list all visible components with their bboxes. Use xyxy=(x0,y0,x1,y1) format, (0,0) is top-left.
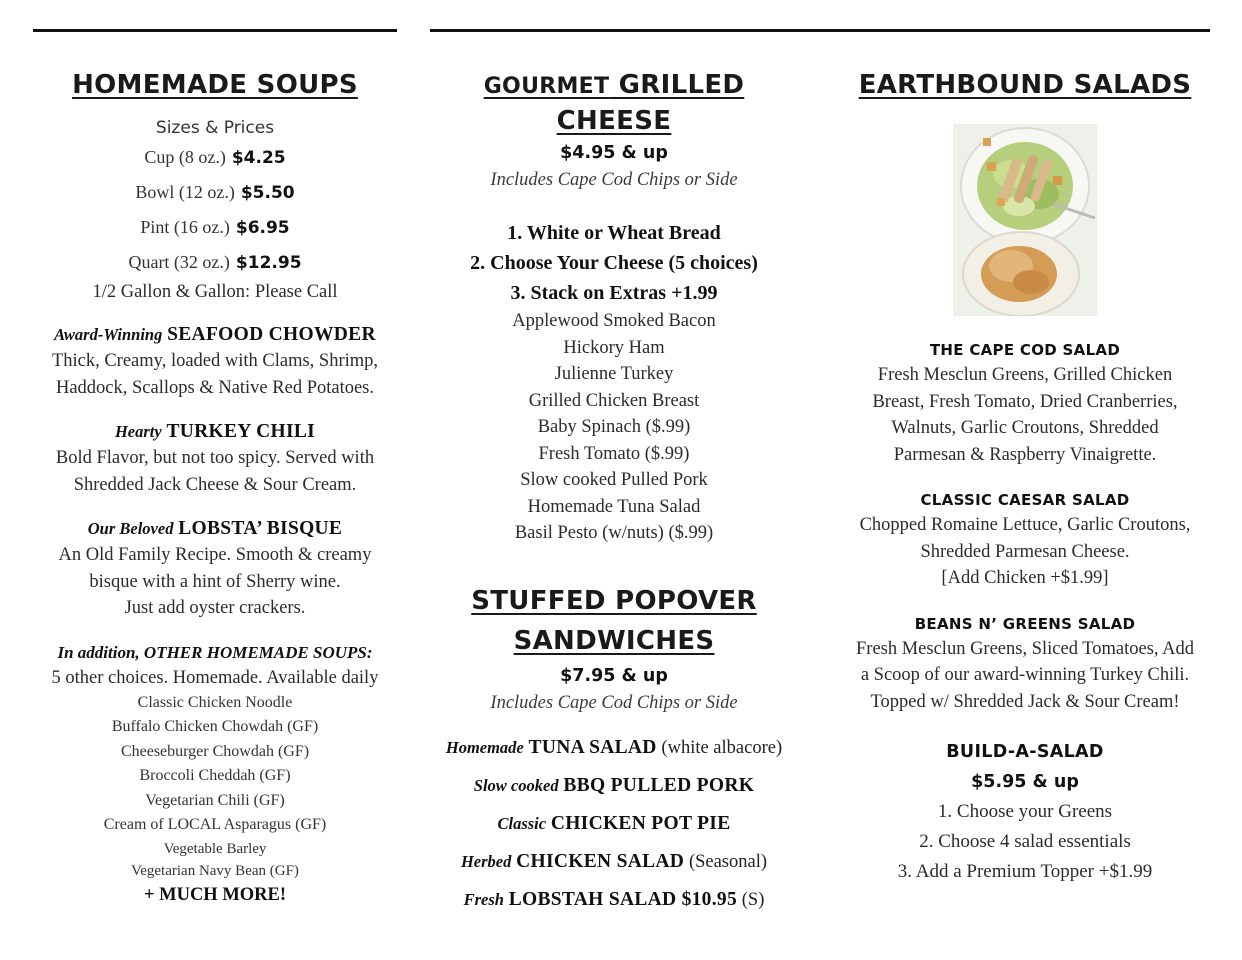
soup-item-prefix: Our Beloved xyxy=(87,519,174,538)
grilled-step: 2. Choose Your Cheese (5 choices) xyxy=(470,252,758,274)
size-label: Bowl (12 oz.) xyxy=(135,182,235,202)
sandwich-name: TUNA SALAD xyxy=(528,736,657,758)
extra-item: Baby Spinach ($.99) xyxy=(537,417,691,437)
soup-item-desc: Haddock, Scallops & Native Red Potatoes. xyxy=(55,377,375,398)
spacer xyxy=(835,316,1215,338)
sandwich-note: (white albacore) xyxy=(661,737,783,758)
build-step: 3. Add a Premium Topper +$1.99 xyxy=(897,861,1153,882)
much-more: + MUCH MORE! xyxy=(143,884,287,905)
list-item: Cheeseburger Chowdah (GF) xyxy=(120,742,310,760)
spacer xyxy=(835,468,1215,488)
salad-desc: Walnuts, Garlic Croutons, Shredded xyxy=(891,418,1159,438)
salad-desc: Fresh Mesclun Greens, Grilled Chicken xyxy=(877,365,1173,385)
sandwich-prefix: Slow cooked xyxy=(473,775,559,795)
soups-heading: HOMEMADE SOUPS xyxy=(72,70,358,100)
salad-name: THE CAPE COD SALAD xyxy=(929,341,1121,359)
extra-item: Fresh Tomato ($.99) xyxy=(538,443,690,464)
sandwich-prefix: Fresh xyxy=(463,889,504,909)
sandwich-name: CHICKEN POT PIE xyxy=(550,812,731,834)
build-step: 2. Choose 4 salad essentials xyxy=(919,831,1131,852)
sandwich-prefix: Homemade xyxy=(445,737,524,757)
build-title: BUILD-A-SALAD xyxy=(946,742,1104,762)
extra-item: Julienne Turkey xyxy=(554,364,674,384)
soup-item-desc: bisque with a hint of Sherry wine. xyxy=(89,571,341,592)
soup-item-desc: Just add oyster crackers. xyxy=(124,598,306,618)
sizes-title: Sizes & Prices xyxy=(155,118,275,138)
sandwich-name: CHICKEN SALAD xyxy=(516,850,685,872)
popover-price: $7.95 & up xyxy=(560,665,668,686)
list-item: Vegetarian Navy Bean (GF) xyxy=(131,862,299,879)
sandwich-name: BBQ PULLED PORK xyxy=(563,774,755,796)
salads-column xyxy=(835,60,1215,887)
salad-desc: Breast, Fresh Tomato, Dried Cranberries, xyxy=(872,391,1178,412)
addition-title: In addition, OTHER HOMEMADE SOUPS: xyxy=(57,642,373,662)
grilled-price: $4.95 & up xyxy=(560,143,668,163)
sandwich-note: (S) xyxy=(741,889,765,910)
top-rule-right xyxy=(430,29,1210,32)
salad-desc: Chopped Romaine Lettuce, Garlic Croutons, xyxy=(859,515,1191,535)
sandwich-item xyxy=(422,805,806,843)
size-price: $6.95 xyxy=(235,218,290,238)
grilled-column xyxy=(422,60,806,919)
grilled-step: 3. Stack on Extras +1.99 xyxy=(510,282,718,304)
soup-item-desc: Shredded Jack Cheese & Sour Cream. xyxy=(73,474,357,495)
extra-item: Slow cooked Pulled Pork xyxy=(520,470,708,490)
sandwich-item xyxy=(422,767,806,805)
soup-item-name: TURKEY CHILI xyxy=(166,421,316,442)
top-rule-left xyxy=(33,29,397,32)
salad-desc: Fresh Mesclun Greens, Sliced Tomatoes, Add xyxy=(856,638,1194,659)
sandwich-prefix: Classic xyxy=(497,813,547,833)
grilled-heading xyxy=(422,68,806,138)
build-step: 1. Choose your Greens xyxy=(937,801,1113,822)
sandwich-note: (Seasonal) xyxy=(688,851,768,872)
build-price: $5.95 & up xyxy=(971,772,1079,792)
salads-heading: EARTHBOUND SALADS xyxy=(858,70,1192,100)
soup-item-title xyxy=(28,419,402,445)
soup-item-desc: Thick, Creamy, loaded with Clams, Shrimp, xyxy=(51,351,379,371)
salad-desc: [Add Chicken +$1.99] xyxy=(941,568,1109,588)
salad-photo-art xyxy=(953,124,1097,316)
extra-item: Homemade Tuna Salad xyxy=(527,496,701,517)
list-item: Classic Chicken Noodle xyxy=(137,693,293,711)
salad-photo xyxy=(953,124,1097,316)
size-row xyxy=(28,175,402,210)
soup-item-title xyxy=(28,322,402,348)
list-item: Broccoli Cheddah (GF) xyxy=(139,767,291,784)
size-price: $5.50 xyxy=(240,183,295,203)
extra-item: Hickory Ham xyxy=(563,337,665,358)
sandwich-name: LOBSTAH SALAD $10.95 xyxy=(508,888,738,910)
sandwich-item xyxy=(422,881,806,919)
size-row xyxy=(28,140,402,175)
list-item: Vegetarian Chili (GF) xyxy=(145,791,285,809)
soup-item-prefix: Award-Winning xyxy=(54,325,163,344)
list-item: Buffalo Chicken Chowdah (GF) xyxy=(111,718,319,735)
salad-desc: Parmesan & Raspberry Vinaigrette. xyxy=(893,444,1157,465)
addition-sub: 5 other choices. Homemade. Available daily xyxy=(51,667,379,688)
salad-name: CLASSIC CAESAR SALAD xyxy=(920,491,1130,509)
spacer xyxy=(422,192,806,218)
other-soups-list xyxy=(28,691,402,882)
sandwich-item xyxy=(422,843,806,881)
salad-desc: a Scoop of our award-winning Turkey Chili. xyxy=(860,665,1190,685)
grilled-heading-small: GOURMET xyxy=(483,74,610,99)
size-label: Pint (16 oz.) xyxy=(140,217,230,237)
spacer xyxy=(835,592,1215,612)
soups-column xyxy=(28,60,402,908)
grilled-step: 1. White or Wheat Bread xyxy=(507,222,721,244)
size-price: $4.25 xyxy=(231,148,286,168)
soup-item-name: LOBSTA’ BISQUE xyxy=(178,518,343,539)
gallon-note: 1/2 Gallon & Gallon: Please Call xyxy=(92,282,338,302)
salad-desc: Topped w/ Shredded Jack & Sour Cream! xyxy=(870,691,1180,712)
extra-item: Applewood Smoked Bacon xyxy=(512,311,716,331)
soup-item-desc: An Old Family Recipe. Smooth & creamy xyxy=(58,545,372,565)
list-item: Vegetable Barley xyxy=(163,840,267,857)
sandwich-prefix: Herbed xyxy=(460,851,512,871)
popover-heading-2: SANDWICHES xyxy=(513,625,715,656)
soup-item-title xyxy=(28,516,402,542)
soup-item-desc: Bold Flavor, but not too spicy. Served with xyxy=(55,448,375,468)
spacer xyxy=(835,715,1215,737)
extra-item: Grilled Chicken Breast xyxy=(528,390,700,411)
size-label: Cup (8 oz.) xyxy=(144,147,226,167)
popover-heading-1: STUFFED POPOVER xyxy=(471,585,757,616)
popover-includes: Includes Cape Cod Chips or Side xyxy=(490,692,738,713)
soup-item-prefix: Hearty xyxy=(114,422,162,441)
size-row xyxy=(28,245,402,280)
size-price: $12.95 xyxy=(235,253,302,273)
grilled-heading-big: GRILLED CHEESE xyxy=(556,70,745,136)
extra-item: Basil Pesto (w/nuts) ($.99) xyxy=(514,523,714,543)
grilled-includes: Includes Cape Cod Chips or Side xyxy=(490,170,738,190)
spacer xyxy=(422,715,806,729)
size-label: Quart (32 oz.) xyxy=(128,252,230,272)
salad-desc: Shredded Parmesan Cheese. xyxy=(920,541,1130,562)
list-item: Cream of LOCAL Asparagus (GF) xyxy=(103,816,327,833)
salad-name: BEANS N’ GREENS SALAD xyxy=(914,614,1136,633)
size-row xyxy=(28,210,402,245)
sandwich-item xyxy=(422,729,806,767)
soup-item-name: SEAFOOD CHOWDER xyxy=(167,324,376,345)
